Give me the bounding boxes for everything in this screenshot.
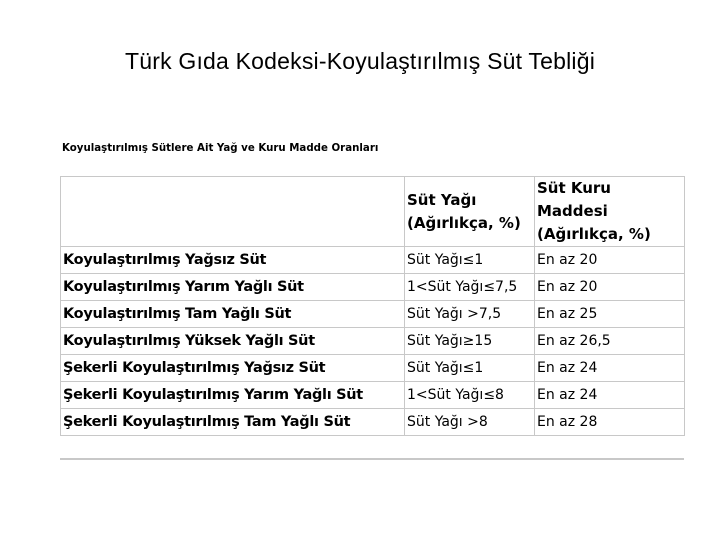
row-product-name: Koyulaştırılmış Tam Yağlı Süt [61,301,405,328]
row-dry-matter: En az 26,5 [535,328,685,355]
table-caption: Koyulaştırılmış Sütlere Ait Yağ ve Kuru Madde Oranları [62,141,379,154]
row-milk-fat: Süt Yağı≤1 [405,355,535,382]
page-title: Türk Gıda Kodeksi-Koyulaştırılmış Süt Tebliği [124,48,596,74]
row-product-name: Şekerli Koyulaştırılmış Yarım Yağlı Süt [61,382,405,409]
table-row [61,247,685,274]
table-row [61,274,685,301]
table-row [61,382,685,409]
row-product-name: Koyulaştırılmış Yarım Yağlı Süt [61,274,405,301]
row-milk-fat: Süt Yağı >8 [405,409,535,436]
row-dry-matter: En az 24 [535,382,685,409]
header-cell-milk-fat [405,177,535,247]
row-milk-fat: Süt Yağı≤1 [405,247,535,274]
row-product-name: Koyulaştırılmış Yüksek Yağlı Süt [61,328,405,355]
row-milk-fat: 1<Süt Yağı≤8 [405,382,535,409]
row-dry-matter: En az 24 [535,355,685,382]
table-row [61,409,685,436]
row-milk-fat: 1<Süt Yağı≤7,5 [405,274,535,301]
row-dry-matter: En az 20 [535,274,685,301]
header-cell-empty [61,177,405,247]
header-milk-fat-text: Süt Yağı (Ağırlıkça, %) [407,190,521,232]
table-row [61,328,685,355]
header-cell-dry-matter [535,177,685,247]
table-row [61,355,685,382]
row-milk-fat: Süt Yağı≥15 [405,328,535,355]
table-row [61,301,685,328]
header-dry-matter-text: Süt Kuru Maddesi (Ağırlıkça, %) [537,179,651,243]
table-header-row [61,177,685,247]
row-dry-matter: En az 28 [535,409,685,436]
row-product-name: Şekerli Koyulaştırılmış Yağsız Süt [61,355,405,382]
row-product-name: Koyulaştırılmış Yağsız Süt [61,247,405,274]
row-product-name: Şekerli Koyulaştırılmış Tam Yağlı Süt [61,409,405,436]
row-dry-matter: En az 20 [535,247,685,274]
row-milk-fat: Süt Yağı >7,5 [405,301,535,328]
milk-composition-table [60,176,685,436]
row-dry-matter: En az 25 [535,301,685,328]
bottom-divider [60,458,684,460]
